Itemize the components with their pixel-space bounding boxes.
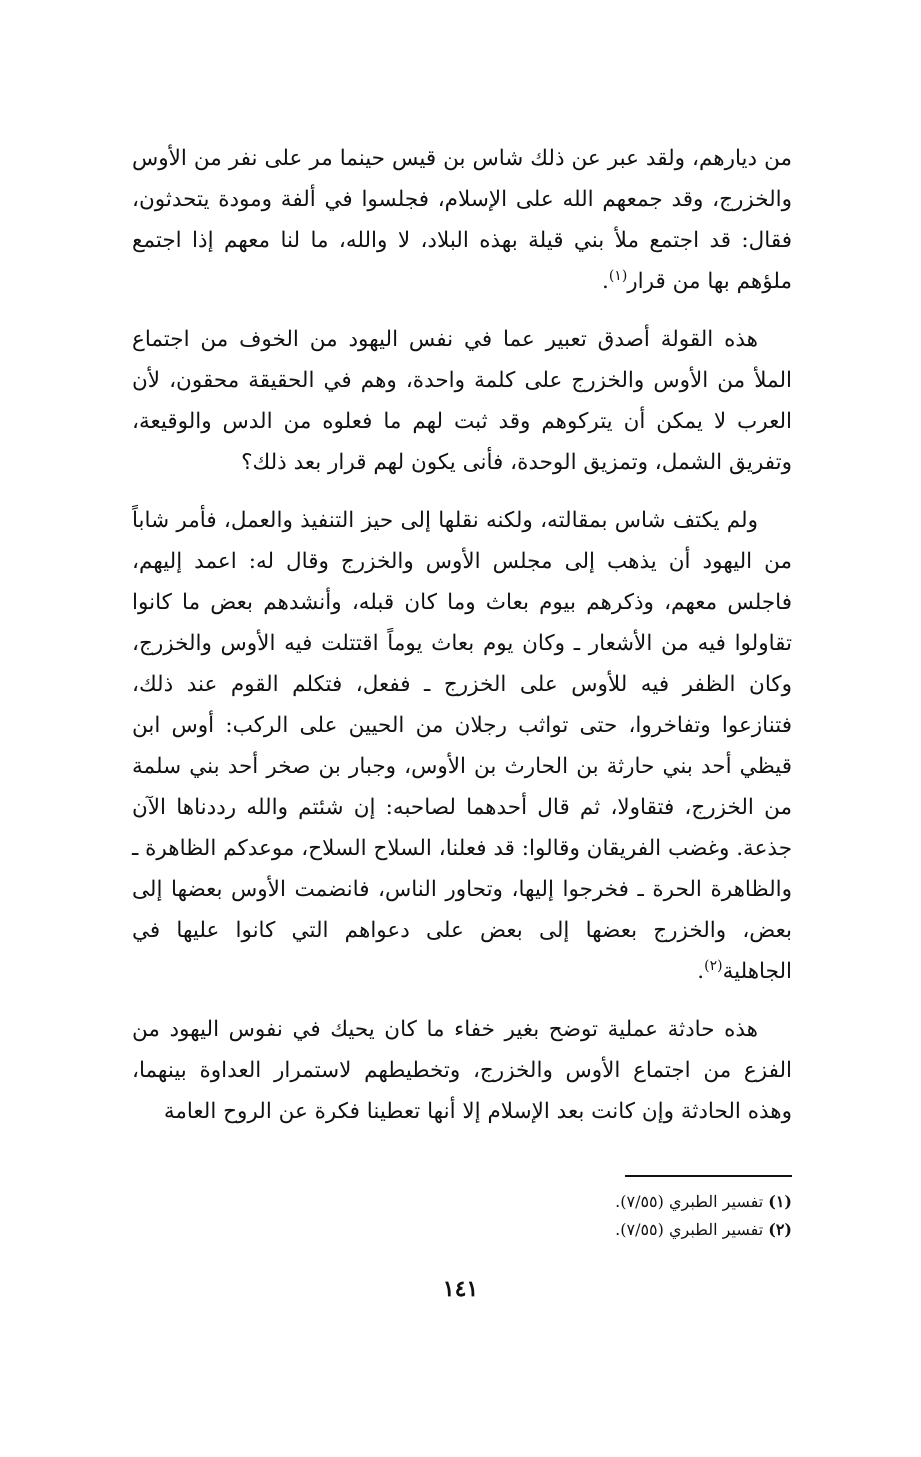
paragraph-text: هذه القولة أصدق تعبير عما في نفس اليهود من الخوف من اجتماع الملأ من الأوس والخزرج على كلمة واحدة، وهم في الحقيقة محقون، لأن العرب لا يمكن أن يتركوهم وقد ثبت لهم ما فعلوه من الدس والوقيعة، وتفريق الشمل، وتمزيق الوحدة، فأنى يكون لهم قرار بعد ذلك؟ (132, 327, 792, 475)
footnotes (132, 1188, 792, 1244)
footnote-1 (132, 1188, 792, 1216)
footnote-number: (١) (768, 1192, 792, 1211)
paragraph-3 (132, 500, 792, 992)
paragraph-text: هذه حادثة عملية توضح بغير خفاء ما كان يحيك في نفوس اليهود من الفزع من اجتماع الأوس والخزرج، وتخطيطهم لاستمرار العداوة بينهما، وهذه الحادثة وإن كانت بعد الإسلام إلا أنها تعطينا فكرة عن الروح العامة (132, 1017, 792, 1124)
paragraph-2 (132, 319, 792, 483)
paragraph-tail: . (697, 959, 705, 984)
footnote-number: (٢) (768, 1220, 792, 1239)
page-body (132, 138, 792, 1149)
paragraph-tail: . (601, 269, 609, 294)
footnote-text: تفسير الطبري (٧/٥٥). (615, 1192, 764, 1211)
page-number: ١٤١ (442, 1276, 479, 1302)
paragraph-1 (132, 138, 792, 302)
footnote-divider (625, 1175, 792, 1177)
paragraph-text: ولم يكتف شاس بمقالته، ولكنه نقلها إلى حيز التنفيذ والعمل، فأمر شاباً من اليهود أن يذهب إلى مجلس الأوس والخزرج وقال له: اعمد إليهم، فاجلس معهم، وذكرهم بيوم بعاث وما كان قبله، وأنشدهم بعض ما كانوا تقاولوا فيه من الأشعار ـ وكان يوم بعاث يوماً اقتتلت فيه الأوس والخزرج، وكان الظفر فيه للأوس على الخزرج ـ ففعل، فتكلم القوم عند ذلك، فتنازعوا وتفاخروا، حتى تواثب رجلان من الحيين على الركب: أوس ابن قيظي أحد بني حارثة بن الحارث بن الأوس، وجبار بن صخر أحد بني سلمة من الخزرج، فتقاولا، ثم قال أحدهما لصاحبه: إن شئتم والله رددناها الآن جذعة. وغضب الفريقان وقالوا: قد فعلنا، السلاح السلاح، موعدكم الظاهرة ـ والظاهرة الحرة ـ فخرجوا إليها، وتحاور الناس، فانضمت الأوس بعضها إلى بعض، والخزرج بعضها إلى بعض على دعواهم التي كانوا عليها في الجاهلية (132, 508, 792, 984)
footnote-ref-1: (١) (608, 267, 628, 284)
footnote-2 (132, 1216, 792, 1244)
footnote-ref-2: (٢) (704, 957, 723, 974)
paragraph-text: من ديارهم، ولقد عبر عن ذلك شاس بن قيس حينما مر على نفر من الأوس والخزرج، وقد جمعهم الله على الإسلام، فجلسوا في ألفة ومودة يتحدثون، فقال: قد اجتمع ملأ بني قيلة بهذه البلاد، لا والله، ما لنا معهم إذا اجتمع ملؤهم بها من قرار (132, 146, 792, 294)
paragraph-4 (132, 1009, 792, 1132)
footnote-text: تفسير الطبري (٧/٥٥). (615, 1220, 764, 1239)
